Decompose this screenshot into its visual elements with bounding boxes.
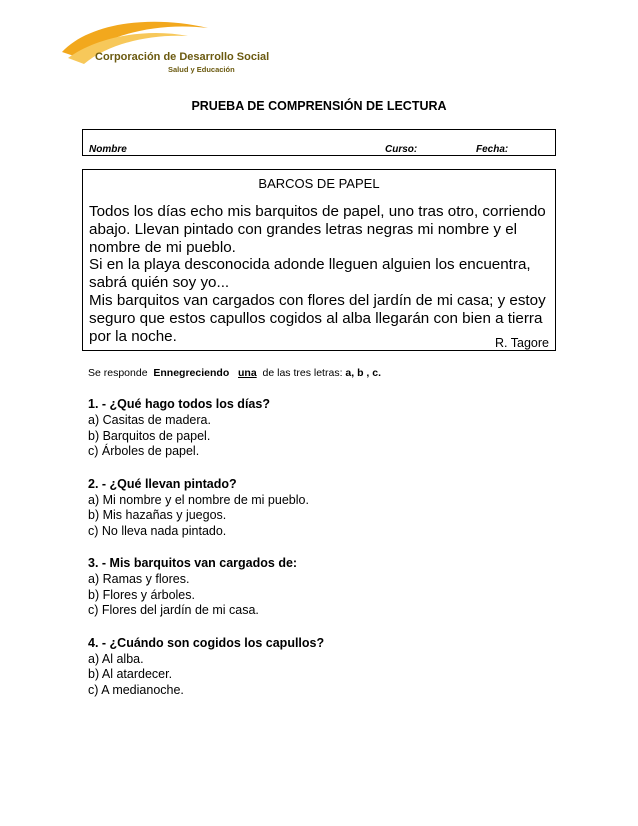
- answer-option[interactable]: c) No lleva nada pintado.: [88, 523, 227, 538]
- org-logo: [58, 14, 270, 82]
- question-4: [88, 635, 548, 699]
- instruction-letters: a, b , c.: [345, 367, 382, 379]
- course-label: Curso:: [385, 144, 418, 155]
- student-info-box: [82, 129, 556, 156]
- date-label: Fecha:: [476, 144, 509, 155]
- answer-option[interactable]: c) A medianoche.: [88, 682, 184, 697]
- story-line: Todos los días echo mis barquitos de papel, uno tras otro, corriendo: [89, 203, 546, 220]
- story-line: Mis barquitos van cargados con flores del jardín de mi casa; y estoy: [89, 291, 546, 309]
- question-title: 1. - ¿Qué hago todos los días?: [88, 397, 270, 411]
- answer-option[interactable]: a) Mi nombre y el nombre de mi pueblo.: [88, 492, 309, 507]
- instruction-emphasis: Ennegreciendo: [153, 367, 230, 379]
- answer-option[interactable]: b) Flores y árboles.: [88, 587, 195, 602]
- answer-option[interactable]: a) Ramas y flores.: [88, 572, 190, 586]
- answer-option[interactable]: c) Flores del jardín de mi casa.: [88, 603, 259, 617]
- answer-option[interactable]: b) Mis hazañas y juegos.: [88, 508, 227, 522]
- story-line: por la noche.: [89, 327, 177, 345]
- question-2: [88, 476, 548, 540]
- org-name: Corporación de Desarrollo Social: [95, 51, 270, 63]
- story-line: sabrá quién soy yo...: [89, 274, 230, 292]
- answer-option[interactable]: c) Árboles de papel.: [88, 444, 200, 458]
- instruction-underlined: una: [238, 367, 257, 379]
- story-line: Si en la playa desconocida adonde lleguen alguien los encuentra,: [89, 256, 531, 274]
- story-title: BARCOS DE PAPEL: [258, 176, 380, 191]
- question-title: 2. - ¿Qué llevan pintado?: [88, 476, 237, 491]
- instructions: [88, 367, 381, 379]
- question-title: 4. - ¿Cuándo son cogidos los capullos?: [88, 635, 325, 650]
- answer-option[interactable]: b) Al atardecer.: [88, 667, 173, 681]
- name-label: Nombre: [89, 144, 127, 155]
- instruction-text: Se responde: [88, 367, 148, 379]
- question-1: [88, 396, 548, 460]
- story-line: abajo. Llevan pintado con grandes letras negras mi nombre y el: [89, 220, 518, 238]
- org-subtitle: Salud y Educación: [168, 65, 235, 74]
- questions-list: [88, 396, 548, 714]
- story-text: [89, 203, 549, 345]
- instruction-text: de las tres letras:: [262, 367, 343, 379]
- question-3: [88, 555, 548, 619]
- answer-option[interactable]: a) Al alba.: [88, 651, 144, 666]
- question-title: 3. - Mis barquitos van cargados de:: [88, 556, 298, 570]
- story-author: R. Tagore: [495, 336, 549, 350]
- story-line: nombre de mi pueblo.: [89, 238, 236, 256]
- story-line: seguro que estos capullos cogidos al alba llegarán con bien a tierra: [89, 309, 543, 327]
- answer-option[interactable]: b) Barquitos de papel.: [88, 428, 211, 443]
- answer-option[interactable]: a) Casitas de madera.: [88, 413, 211, 427]
- page-title: PRUEBA DE COMPRENSIÓN DE LECTURA: [191, 99, 447, 113]
- story-box: [82, 169, 556, 351]
